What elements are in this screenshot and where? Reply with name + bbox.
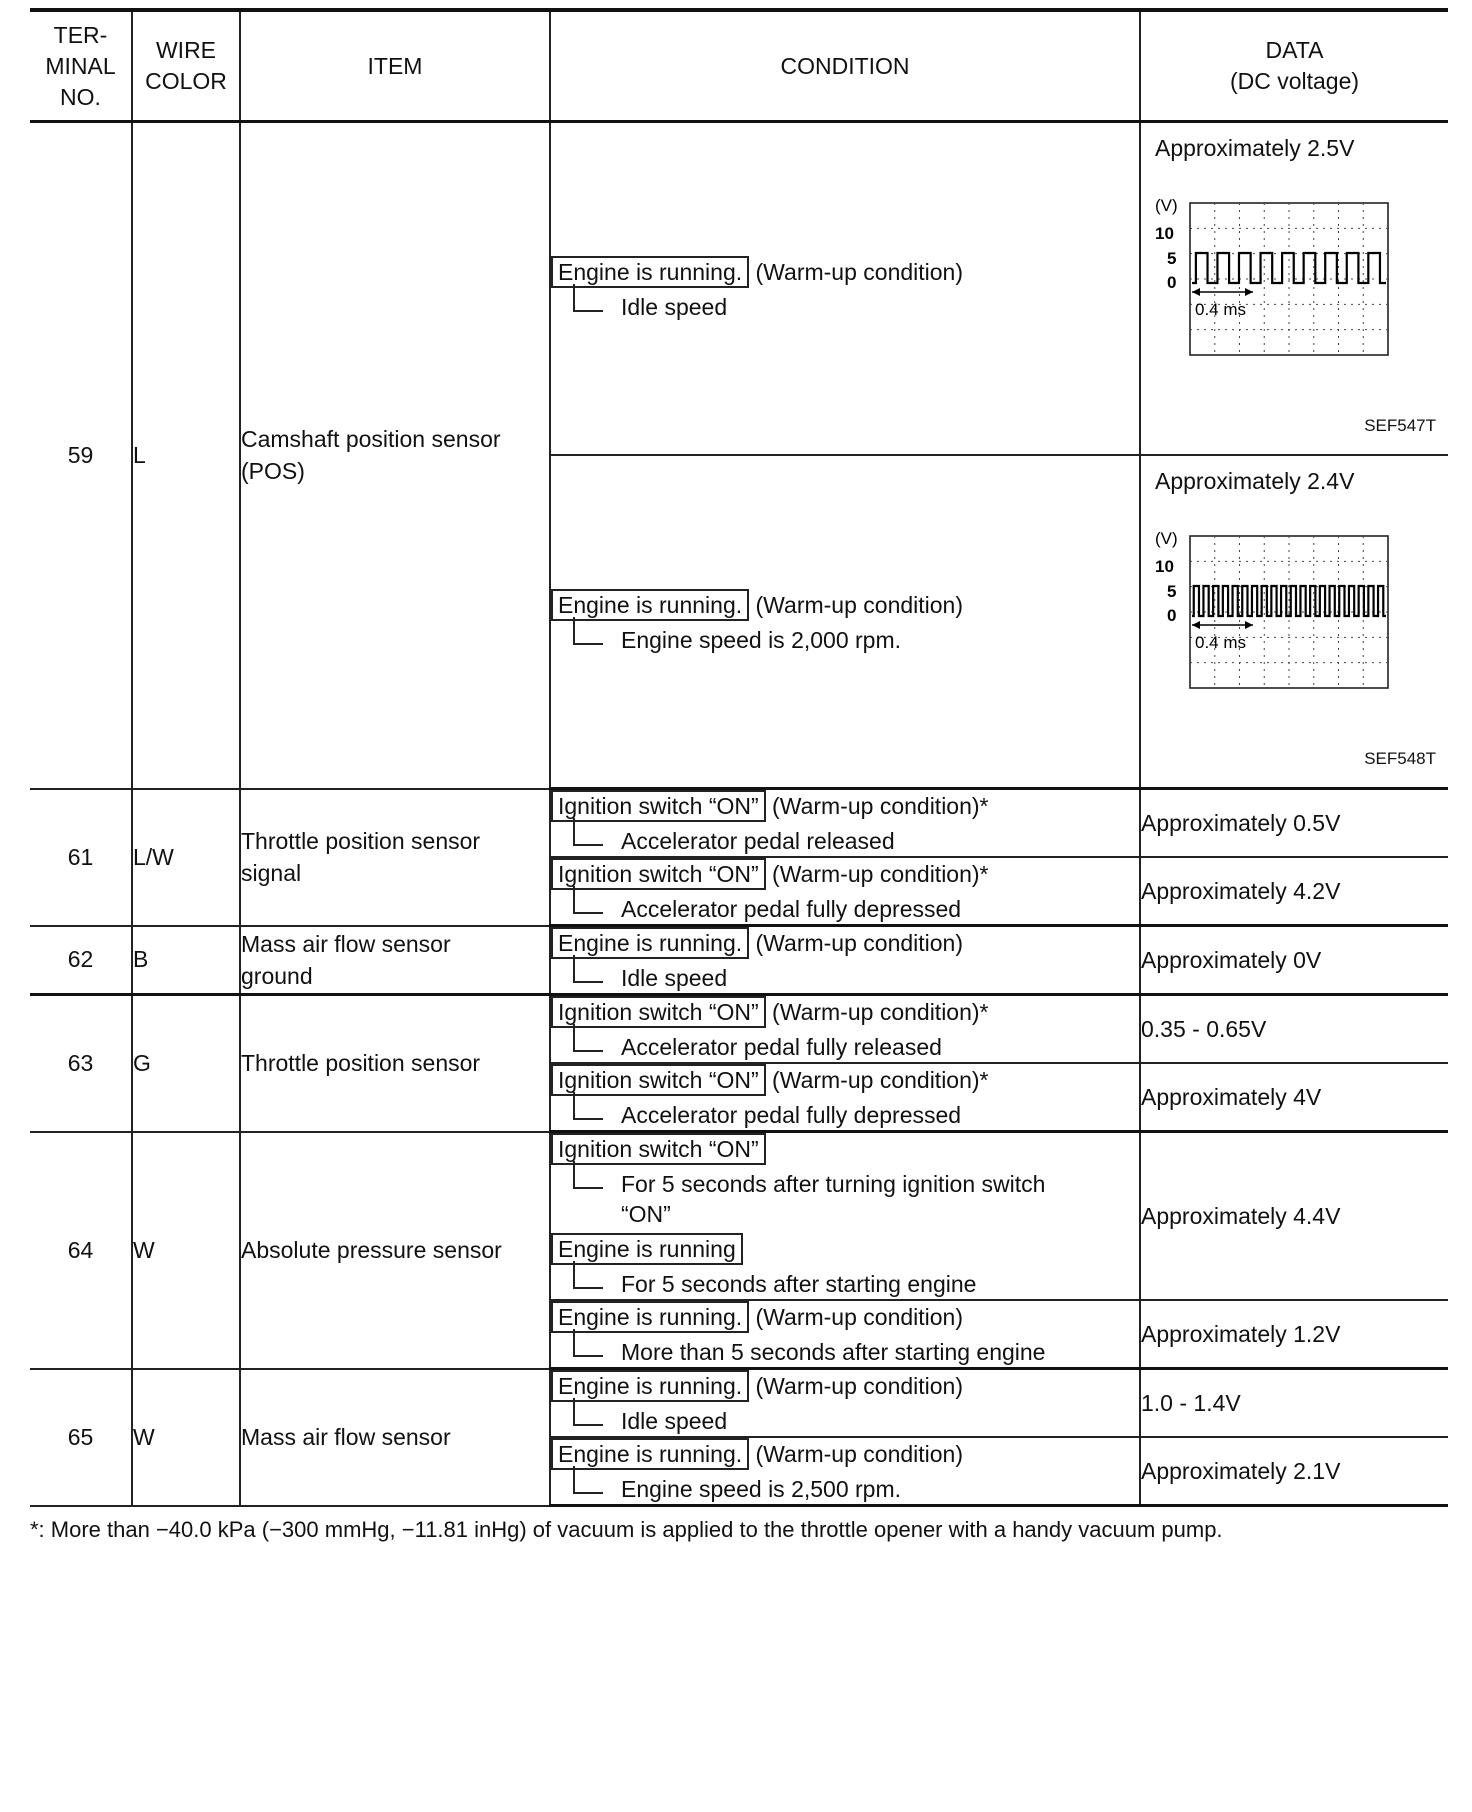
condition-sub: Idle speed: [573, 1406, 1139, 1436]
condition-box: Engine is running.: [551, 589, 749, 621]
waveform-chart: [1155, 199, 1391, 359]
condition-box: Engine is running.: [551, 1301, 749, 1333]
condition-box: Ignition switch “ON”: [551, 790, 766, 822]
header-item: ITEM: [240, 10, 550, 122]
footnote: *: More than −40.0 kPa (−300 mmHg, −11.81 inHg) of vacuum is applied to the throttle opener with a handy vacuum pump.: [30, 1517, 1223, 1542]
period-label: 0.4 ms: [1195, 633, 1247, 652]
terminal-no: 59: [30, 122, 132, 789]
wire-color: W: [132, 1132, 240, 1369]
period-label: 0.4 ms: [1195, 300, 1247, 319]
terminal-no: 61: [30, 789, 132, 926]
terminal-no: 65: [30, 1369, 132, 1506]
table-row: [30, 995, 1448, 1064]
waveform-unit: (V): [1155, 199, 1178, 215]
condition-box: Ignition switch “ON”: [551, 996, 766, 1028]
item-name: Throttle position sensor: [240, 995, 550, 1132]
wire-color: G: [132, 995, 240, 1132]
header-condition: CONDITION: [550, 10, 1140, 122]
data-value: Approximately 1.2V: [1140, 1300, 1448, 1369]
condition-cell: Ignition switch “ON” (Warm-up condition)* Accelerator pedal fully released: [550, 995, 1140, 1064]
item-name: Throttle position sensor signal: [240, 789, 550, 926]
condition-box: Ignition switch “ON”: [551, 1133, 766, 1165]
condition-box: Ignition switch “ON”: [551, 858, 766, 890]
waveform-tick-10: 10: [1155, 557, 1174, 576]
data-value: 1.0 - 1.4V: [1140, 1369, 1448, 1438]
period-arrow-left: [1192, 288, 1200, 296]
waveform-tick-5: 5: [1167, 582, 1177, 601]
condition-cell: Engine is running. (Warm-up condition) Idle speed: [550, 122, 1140, 456]
waveform-tick-5: 5: [1167, 249, 1177, 268]
terminal-no: 64: [30, 1132, 132, 1369]
data-value: Approximately 4.2V: [1140, 857, 1448, 926]
condition-sub: Engine speed is 2,500 rpm.: [573, 1474, 1139, 1504]
condition-sub: Accelerator pedal fully released: [573, 1032, 1139, 1062]
condition-cell: [550, 1132, 1140, 1301]
data-value: 0.35 - 0.65V: [1140, 995, 1448, 1064]
condition-box: Engine is running.: [551, 1370, 749, 1402]
condition-sub: Accelerator pedal released: [573, 826, 1139, 856]
data-value: Approximately 0V: [1140, 926, 1448, 995]
waveform-tick-0: 0: [1167, 606, 1177, 625]
condition-cell: Engine is running. (Warm-up condition) Idle speed: [550, 1369, 1140, 1438]
condition-cell: Engine is running. (Warm-up condition) Idle speed: [550, 926, 1140, 995]
data-value: Approximately 2.5V: [1155, 135, 1355, 161]
header-terminal-no: TER- MINAL NO.: [30, 10, 132, 122]
data-value: Approximately 4.4V: [1140, 1132, 1448, 1301]
condition-box: Engine is running.: [551, 927, 749, 959]
table-row: [30, 926, 1448, 995]
condition-sub: Idle speed: [573, 292, 1139, 322]
item-name: Mass air flow sensor ground: [240, 926, 550, 995]
terminal-no: 63: [30, 995, 132, 1132]
waveform-tick-0: 0: [1167, 273, 1177, 292]
condition-sub: For 5 seconds after turning ignition switch “ON”: [573, 1169, 1139, 1229]
item-name: Camshaft position sensor (POS): [240, 122, 550, 789]
waveform-tick-10: 10: [1155, 224, 1174, 243]
table-row: [30, 1369, 1448, 1438]
period-arrow-right: [1245, 288, 1253, 296]
condition-box: Engine is running.: [551, 256, 749, 288]
wire-color: L: [132, 122, 240, 789]
wire-color: L/W: [132, 789, 240, 926]
data-cell: [1140, 455, 1448, 789]
condition-sub: Accelerator pedal fully depressed: [573, 1100, 1139, 1130]
terminal-table: [30, 8, 1448, 1507]
data-cell: [1140, 122, 1448, 456]
condition-cell: Ignition switch “ON” (Warm-up condition)* Accelerator pedal fully depressed: [550, 1063, 1140, 1132]
condition-box: Engine is running.: [551, 1438, 749, 1470]
period-arrow-right: [1245, 621, 1253, 629]
data-value: Approximately 4V: [1140, 1063, 1448, 1132]
terminal-no: 62: [30, 926, 132, 995]
condition-box: Ignition switch “ON”: [551, 1064, 766, 1096]
condition-sub: Accelerator pedal fully depressed: [573, 894, 1139, 924]
data-value: Approximately 2.4V: [1155, 468, 1355, 494]
waveform-unit: (V): [1155, 532, 1178, 548]
waveform-chart: [1155, 532, 1391, 692]
data-value: Approximately 2.1V: [1140, 1437, 1448, 1506]
figure-code: SEF548T: [1364, 749, 1436, 768]
condition-sub: Idle speed: [573, 963, 1139, 993]
condition-cell: Ignition switch “ON” (Warm-up condition)* Accelerator pedal released: [550, 789, 1140, 858]
condition-box: Engine is running: [551, 1233, 743, 1265]
condition-sub: More than 5 seconds after starting engine: [573, 1337, 1139, 1367]
condition-sub: Engine speed is 2,000 rpm.: [573, 625, 1139, 655]
item-name: Absolute pressure sensor: [240, 1132, 550, 1369]
data-value: Approximately 0.5V: [1140, 789, 1448, 858]
wire-color: W: [132, 1369, 240, 1506]
item-name: Mass air flow sensor: [240, 1369, 550, 1506]
condition-cell: Engine is running. (Warm-up condition) Engine speed is 2,000 rpm.: [550, 455, 1140, 789]
table-row: [30, 789, 1448, 858]
condition-cell: Engine is running. (Warm-up condition) More than 5 seconds after starting engine: [550, 1300, 1140, 1369]
figure-code: SEF547T: [1364, 416, 1436, 435]
header-data: DATA (DC voltage): [1140, 10, 1448, 122]
table-row: [30, 122, 1448, 456]
table-row: [30, 1132, 1448, 1301]
terminal-data-table-page: [30, 8, 1448, 1543]
wire-color: B: [132, 926, 240, 995]
period-arrow-left: [1192, 621, 1200, 629]
condition-sub: For 5 seconds after starting engine: [573, 1269, 1139, 1299]
condition-cell: Engine is running. (Warm-up condition) Engine speed is 2,500 rpm.: [550, 1437, 1140, 1506]
condition-cell: Ignition switch “ON” (Warm-up condition)* Accelerator pedal fully depressed: [550, 857, 1140, 926]
header-wire-color: WIRE COLOR: [132, 10, 240, 122]
